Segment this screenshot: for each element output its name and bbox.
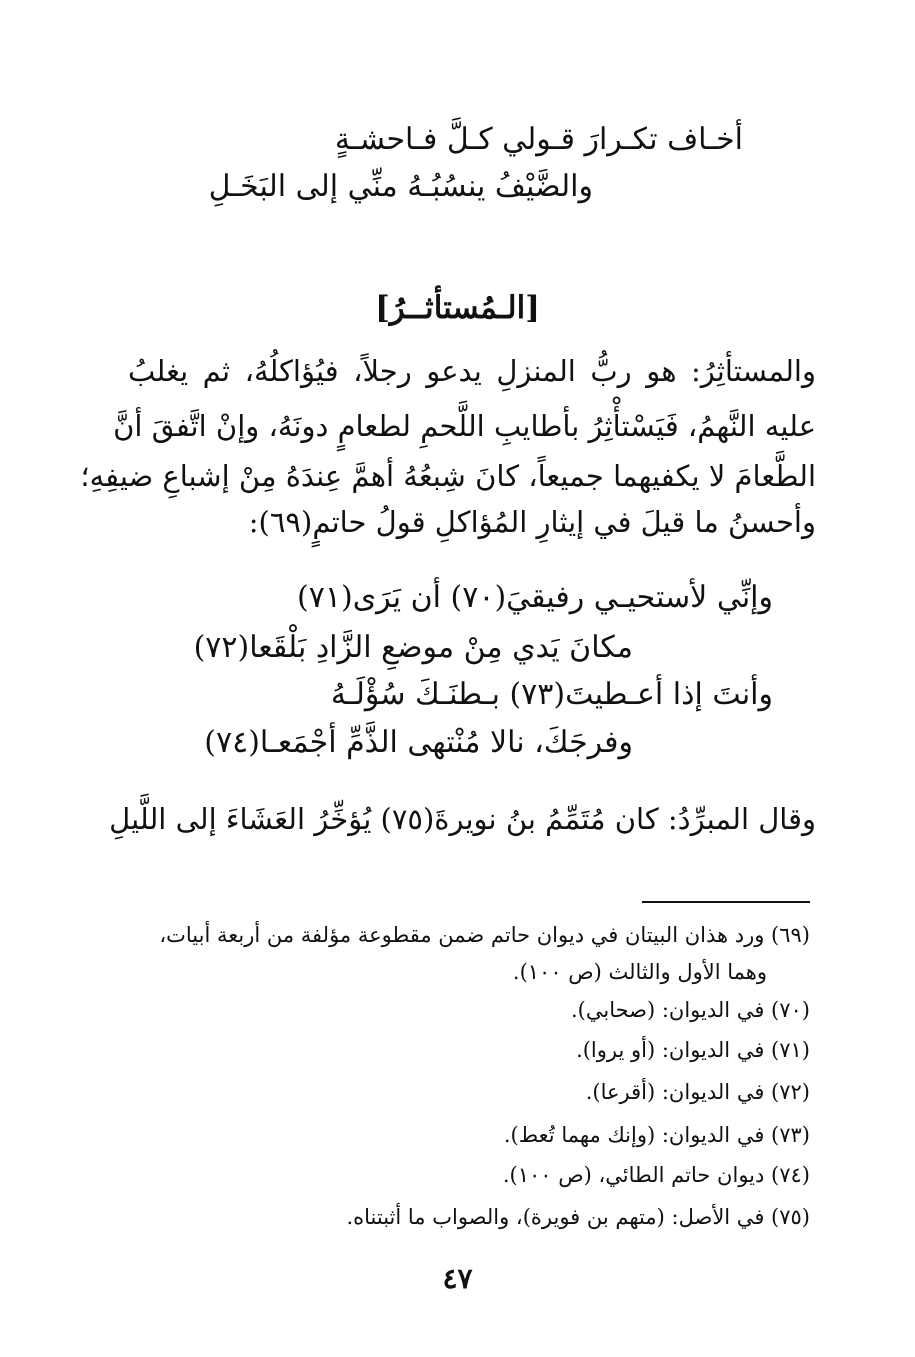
footnote-71: (٧١) في الديوان: (أو يروا). (576, 1038, 810, 1062)
poem1-line2: والضَّيْفُ ينسُبُـهُ منِّي إلى البَخَـلِ (208, 169, 593, 204)
poem2-line1: وإنِّي لأستحيـي رفيقيَ(٧٠) أن يَرَى(٧١) (297, 580, 773, 615)
poem2-line2: مكانَ يَدي مِنْ موضعِ الزَّادِ بَلْقَعا(٧٢) (193, 630, 633, 665)
footnote-73: (٧٣) في الديوان: (وإنك مهما تُعط). (503, 1123, 810, 1147)
section-heading: [الـمُستأثــرُ] (375, 290, 540, 326)
footnote-separator (642, 901, 810, 903)
paragraph1-line1: والمستأثِرُ: هو ربُّ المنزلِ يدعو رجلاً، فيُؤاكلُهُ، ثم يغلبُ (128, 354, 816, 388)
poem2-line3: وأنتَ إذا أعـطيتَ(٧٣) بـطنَـكَ سُؤْلَـهُ (330, 677, 773, 712)
footnote-69-continued: وهما الأول والثالث (ص ١٠٠). (512, 960, 767, 984)
paragraph1-line3: الطَّعامَ لا يكفيهما جميعاً، كانَ شِبعُهُ أهمَّ عِندَهُ مِنْ إشباعِ ضيفِهِ؛ (80, 459, 816, 493)
footnote-69: (٦٩) ورد هذان البيتان في ديوان حاتم ضمن مقطوعة مؤلفة من أربعة أبيات، (159, 923, 810, 947)
poem1-line1: أخـاف تكـرارَ قـولي كـلَّ فـاحشـةٍ (334, 122, 743, 157)
footnote-75: (٧٥) في الأصل: (متهم بن فويرة)، والصواب ما أثبتناه. (346, 1205, 810, 1229)
paragraph2: وقال المبرِّدُ: كان مُتَمِّمُ بنُ نويرةَ(٧٥) يُؤخِّرُ العَشَاءَ إلى اللَّيلِ (109, 802, 816, 836)
paragraph1-line4: وأحسنُ ما قيلَ في إيثارِ المُؤاكلِ قولُ حاتمٍ(٦٩): (248, 505, 816, 539)
footnote-74: (٧٤) ديوان حاتم الطائي، (ص ١٠٠). (502, 1163, 810, 1187)
poem2-line4: وفرجَكَ، نالا مُنْتهى الذَّمِّ أجْمَعـا(٧٤) (204, 725, 633, 760)
footnote-72: (٧٢) في الديوان: (أقرعا). (585, 1080, 810, 1104)
footnote-70: (٧٠) في الديوان: (صحابي). (570, 998, 810, 1022)
page-number: ٤٧ (442, 1262, 473, 1295)
paragraph1-line2: عليه النَّهمُ، فَيَسْتأْثِرُ بأطايبِ اللَّحمِ لطعامٍ دونَهُ، وإنْ اتَّفقَ أنَّ (113, 409, 816, 443)
